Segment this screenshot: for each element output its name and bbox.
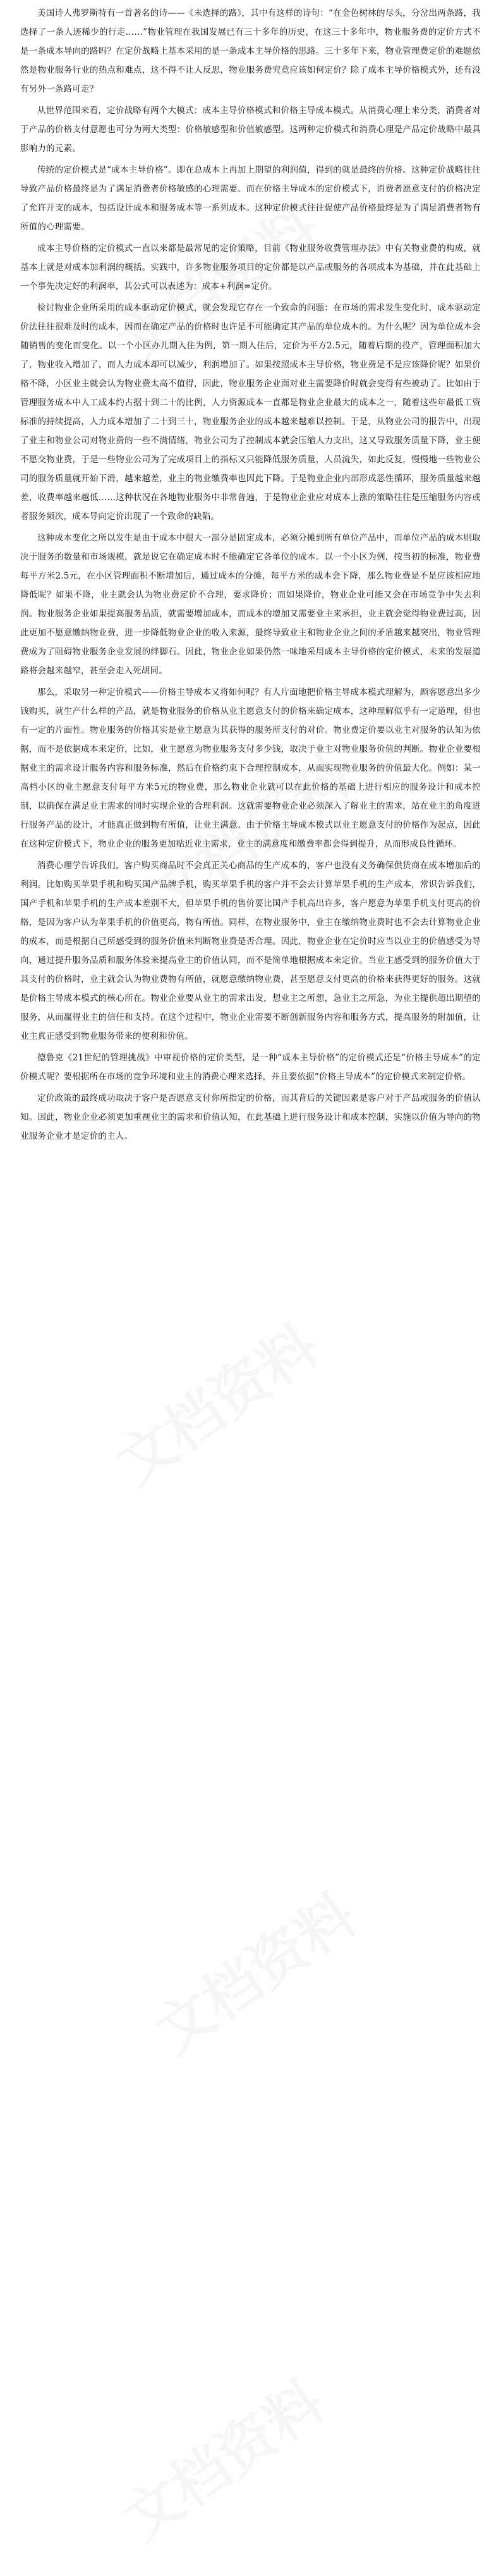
paragraph: 消费心理学告诉我们，客户购买商品时不会真正关心商品的生产成本的，客户也没有义务确保供货商在成本增加后的利润。比如购买苹果手机和购买国产品牌手机，购买苹果手机的客户并不会去计算苹果手机的生产成本，常识告诉我们，国产手机和苹果手机的生产成本差别不大，但苹果手机的售价要比国产手机高出许多，客户愿意为苹果手机支付更高的价格，是因为客户认为苹果手机的价值更高，物有所值。同样，在物业服务中，业主在缴纳物业费时也不会去计算物业企业的成本，而是根据自己所感受到的服务价值来判断物业费是否合理。因此，物业企业在定价时应当以业主的价值感受为导向，通过提升服务品质和服务体验来提高业主的价值认同，而不是简单地根据成本来定价。当业主感受到的服务价值大于其支付的价格时，业主就会认为物业费物有所值，就愿意缴纳物业费，甚至愿意支付更高的价格来获得更好的服务。这就是价格主导成本模式的核心所在。物业企业要从业主的需求出发，想业主之所想，急业主之所急，为业主提供超出期望的服务，从而赢得业主的信任和支持。在这个过程中，物业企业需要不断创新服务内容和服务方式，提高服务的附加值，让业主真正感受到物业服务带来的便利和价值。 <box>20 861 481 1041</box>
paragraph: 那么，采取另一种定价模式——价格主导成本又将如何呢？有人片面地把价格主导成本模式理解为，顾客愿意出多少钱购买，就生产什么样的产品，就是物业服务的价格从业主愿意支付的价格来确定成本，这种理解似乎有一定道理，但也有一定的片面性。物业服务的价格其实是业主愿意为其获得的服务所支付的对价。物业费定价要以业主对服务的认知为依据，而不是依据成本来定价，比如，业主愿意为物业服务支付多少钱，取决于业主对物业服务价值的判断。物业企业要根据业主的需求设计服务内容和服务标准，然后在价格约束下合理控制成本，从而实现物业服务的价值最大化。例如：某一高档小区的业主愿意支付每平方米5元的物业费，那么物业企业就可以在此价格的基础上进行相应的服务设计和成本控制，以确保在满足业主需求的同时实现企业的合理利润。这就需要物业企业必须深入了解业主的需求，站在业主的角度进行服务产品的设计，才能真正做到物有所值，让业主满意。由于价格主导成本模式以业主愿意支付的价格作为起点，因此在这种定价模式下，物业企业的服务更加贴近业主需求，业主的满意度和缴费率都会得到提升，从而形成良性循环。 <box>20 687 481 849</box>
paragraph: 德鲁克《21世纪的管理挑战》中审视价格的定价类型，是一种“成本主导价格”的定价模式还是“价格主导成本”的定价模式呢？要根据所在市场的竞争环境和业主的消费心理来选择，并且要依据“价格主导成本”的定价模式来制定价格。 <box>20 1053 481 1082</box>
paragraph: 成本主导价格的定价模式一直以来都是最常见的定价策略，目前《物业服务收费管理办法》中有关物业费的构成，就基本上就是对成本加利润的概括。实践中，许多物业服务项目的定价都是以产品或服务的各项成本为基础，并在此基础上一个事先决定好的利润率，其公式可以表述为：成本+利润=定价。 <box>20 243 481 291</box>
paragraph: 这种成本变化之所以发生是由于成本中很大一部分是固定成本，必须分摊到所有单位产品中，而单位产品的成本则取决于服务的数量和市场规模，就是说它在确定成本时不能确定它各单位的成本。以一个小区为例，按当初的标准，物业费每平方米2.5元，在小区管理面积不断增加后，通过成本的分摊，每平方米的成本会下降，那么物业费是不是应该相应地降低呢？如果不降，业主就会认为物业费定价不合理，要求降价；而如果降价，物业企业可能又会在市场竞争中失去利润。物业服务企业如果提高服务品质，就需要增加成本，而成本的增加又需要业主来承担，业主就会觉得物业费过高，因此更加不愿意缴纳物业费，进一步降低物业企业的收入来源，最终导致业主和物业企业之间的矛盾越来越突出，物业管理费成为了阻碍物业服务企业发展的绊脚石。因此，物业企业如果仍然一味地采用成本主导价格的定价模式，未来的发展道路将会越来越窄，甚至会走入死胡同。 <box>20 533 481 676</box>
paragraph: 从世界范围来看，定价战略有两个大模式：成本主导价格模式和价格主导成本模式。从消费心理上来分类，消费者对于产品的价格支付意愿也可分为两大类型：价格敏感型和价值敏感型。这两种定价模式和消费心理是产品定价战略中最具影响力的元素。 <box>20 106 481 154</box>
paragraph: 传统的定价模式是“成本主导价格”。即在总成本上再加上期望的利润值，得到的就是最终的价格。这种定价战略往往导致产品价格最终是为了满足消费者价格敏感的心理需要。而在价格主导成本的定价模式下，消费者愿意支付的价格决定了允许开支的成本，包括设计成本和服务成本等一系列成本。这种定价模式往往促使产品价格最终是为了满足消费者物有所值的心理需要。 <box>20 165 481 232</box>
paragraph: 美国诗人弗罗斯特有一首著名的诗——《未选择的路》，其中有这样的诗句：“在金色树林的尽头，分岔出两条路，我选择了一条人迹稀少的行走……”物业管理在我国发展已有三十多年的历史，在这三十多年中，物业服务费的定价方式不是一条成本导向的路吗？在定价战略上基本采用的是一条成本主导价格的思路。三十多年下来，物业管理费定价的难题依然是物业服务行业的热点和难点，这不得不让人反思，物业服务费究竟应该如何定价？除了成本主导价格模式外，还有没有另外一条路可走？ <box>20 8 481 94</box>
paragraph: 检讨物业企业所采用的成本驱动定价模式，就会发现它存在一个致命的问题：在市场的需求发生变化时，成本驱动定价法往往很难及时的成本，因而在确定产品的价格时也许是不可能确定其产品的单位成本的。为什么呢？因为单位成本会随销售的变化而变化。以一个小区办儿期入住为例，第一期入住后，定价为平方2.5元，随着后期的投产，管理面积加大了，物业收入增加了，而人力成本却可以减少，利润增加了。如果按照成本主导价格，物业费是不是应该降价呢？如果价格不降，小区业主就会认为物业费太高不值得，因此，物业服务企业面对业主需要降价时就会变得有些被动了。比如由于管理服务成本中人工成本约占据十到二十的比例，人力资源成本一直都是物业企业最大的成本之一，随着这些年最低工资标准的持续提高，人力成本增加了二十到三十，物业服务企业的成本越来越难以控制。于是，从物业公司的报告中，出现了业主和物业公司对物业费的一些不满情绪，物业公司为了控制成本就会压缩人力支出，这又导致服务质量下降，业主便不愿交物业费，于是一些物业公司为了完成项目上的指标又只能降低服务质量，人员流失，如此反复，慢慢地一些物业公司的服务质量就开始下滑，越来越差，业主的物业缴费率也因此下降。于是物业企业内部形成恶性循环，服务质量越来越差，收费率越来越低……这种状况在各地物业服务中非常普遍，于是物业企业应对成本上涨的策略往往是压缩服务内容或者服务频次，成本导向定价出现了一个致命的缺陷。 <box>20 303 481 522</box>
paragraph: 定价政策的最终成功取决于客户是否愿意支付你所指定的价格，而其背后的关键因素是客户对于产品或服务的价值认知。因此，物业企业必须更加重视业主的需求和价值认知，在此基础上进行服务设计和成本控制，实施以价值为导向的物业服务企业才是定价的主人。 <box>20 1093 481 1141</box>
